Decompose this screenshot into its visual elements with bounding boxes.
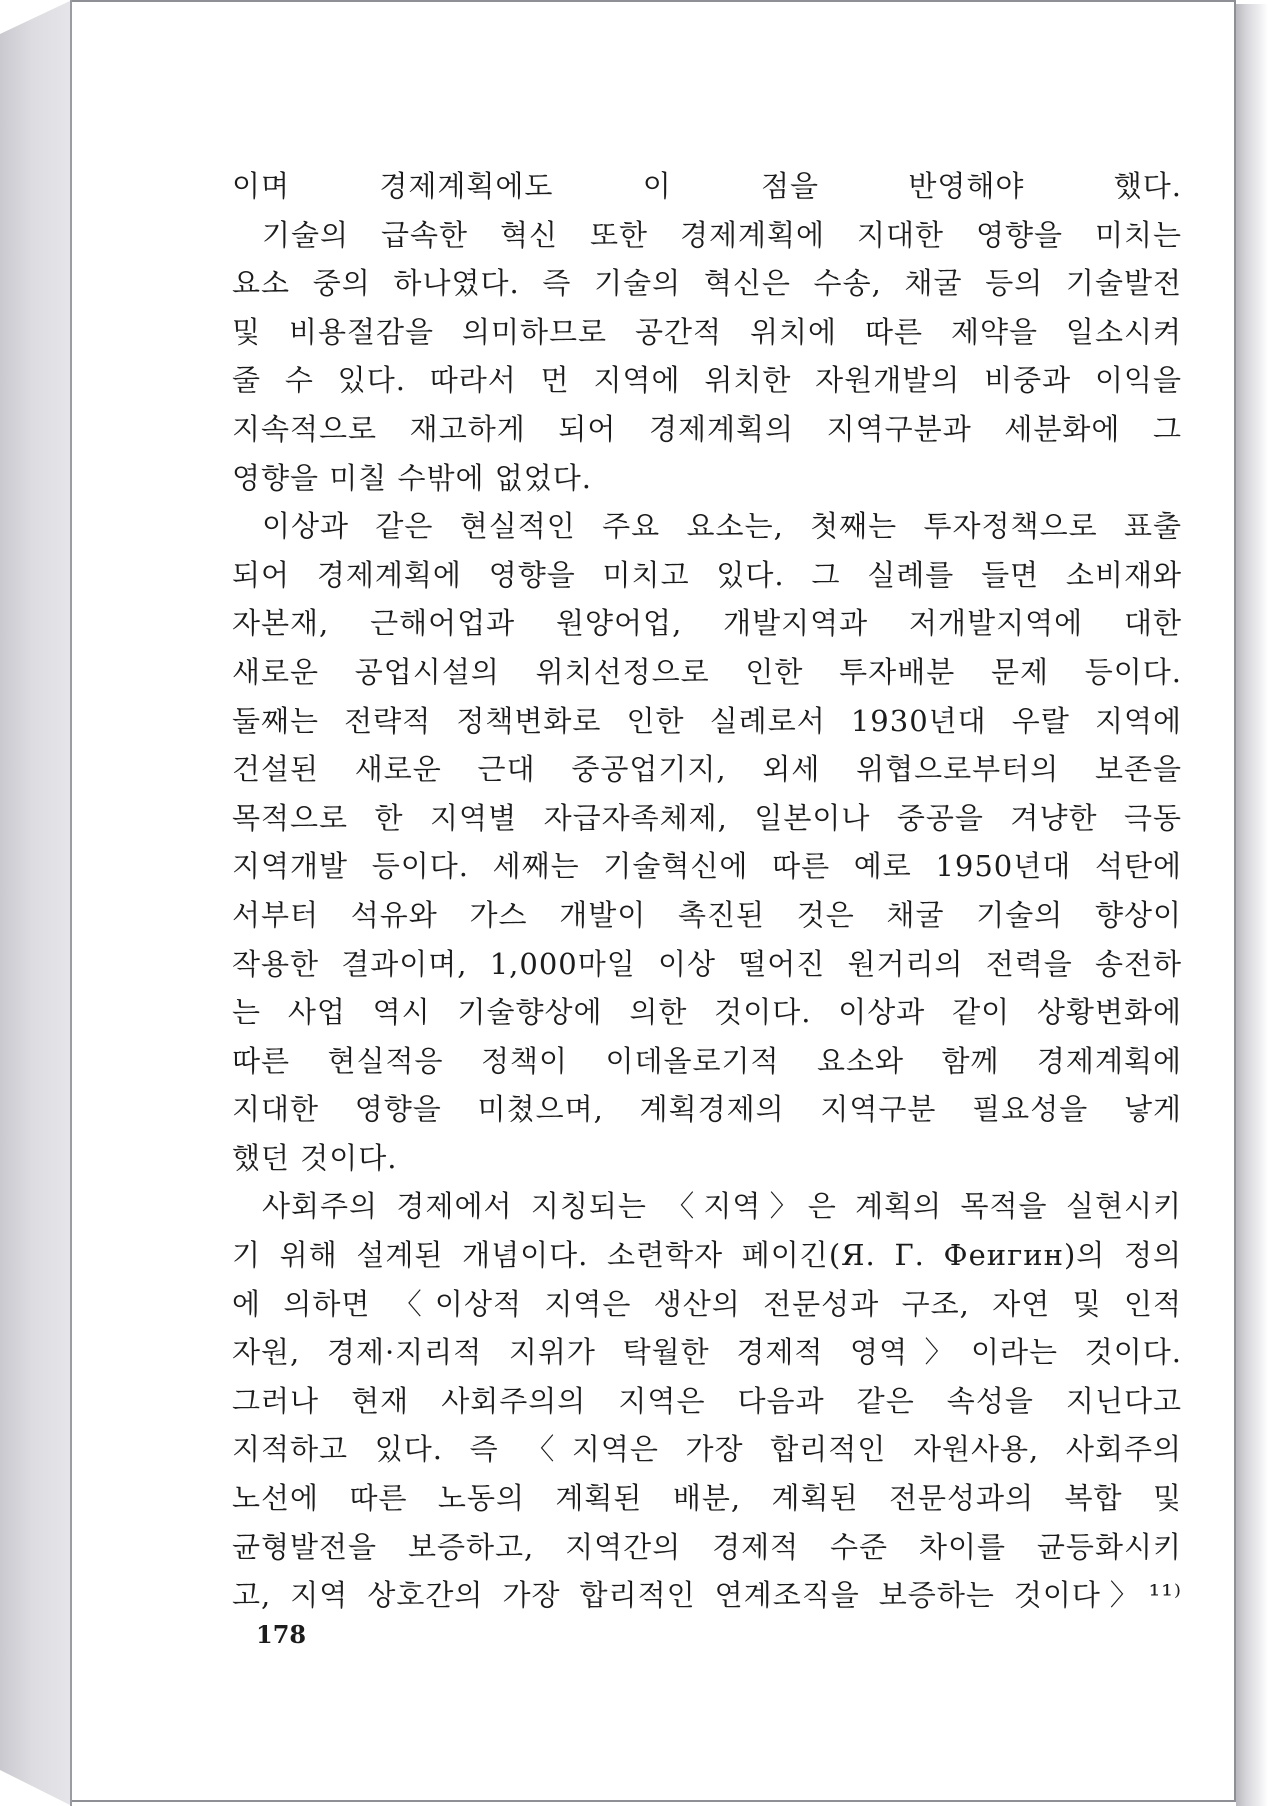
book-spine	[0, 0, 72, 1806]
text-line: 작용한 결과이며, 1,000마일 이상 떨어진 원거리의 전력을 송전하	[232, 946, 1182, 981]
text-line: 새로운 공업시설의 위치선정으로 인한 투자배분 문제 등이다.	[232, 654, 1182, 689]
text-line: 자원, 경제·지리적 지위가 탁월한 경제적 영역〉이라는 것이다.	[232, 1335, 1182, 1370]
text-line: 요소 중의 하나였다. 즉 기술의 혁신은 수송, 채굴 등의 기술발전	[232, 266, 1182, 301]
text-line: 줄 수 있다. 따라서 먼 지역에 위치한 자원개발의 비중과 이익을	[232, 363, 1182, 398]
text-line: 이상과 같은 현실적인 주요 요소는, 첫째는 투자정책으로 표출	[262, 509, 1182, 544]
text-line: 목적으로 한 지역별 자급자족체제, 일본이나 중공을 겨냥한 극동	[232, 800, 1182, 835]
text-line: 서부터 석유와 가스 개발이 촉진된 것은 채굴 기술의 향상이	[232, 897, 1182, 932]
text-line: 사회주의 경제에서 지칭되는 〈지역〉은 계획의 목적을 실현시키	[262, 1189, 1182, 1224]
text-line: 는 사업 역시 기술향상에 의한 것이다. 이상과 같이 상황변화에	[232, 995, 1182, 1030]
book-page	[72, 0, 1236, 1802]
text-line: 영향을 미칠 수밖에 없었다.	[232, 460, 593, 495]
text-line: 지대한 영향을 미쳤으며, 계획경제의 지역구분 필요성을 낳게	[232, 1092, 1182, 1127]
text-line: 건설된 새로운 근대 중공업기지, 외세 위협으로부터의 보존을	[232, 752, 1182, 787]
text-line: 에 의하면 〈이상적 지역은 생산의 전문성과 구조, 자연 및 인적	[232, 1286, 1182, 1321]
text-line: 노선에 따른 노동의 계획된 배분, 계획된 전문성과의 복합 및	[232, 1481, 1182, 1516]
text-line: 지속적으로 재고하게 되어 경제계획의 지역구분과 세분화에 그	[232, 411, 1182, 446]
text-line: 기 위해 설계된 개념이다. 소련학자 페이긴(Я. Г. Феигин)의 정의	[232, 1238, 1182, 1273]
text-line: 지역개발 등이다. 세째는 기술혁신에 따른 예로 1950년대 석탄에	[232, 849, 1182, 884]
text-line: 고, 지역 상호간의 가장 합리적인 연계조직을 보증하는 것이다〉¹¹⁾	[232, 1578, 1182, 1613]
text-line: 되어 경제계획에 영향을 미치고 있다. 그 실례를 들면 소비재와	[232, 557, 1182, 592]
text-line: 했던 것이다.	[232, 1140, 398, 1175]
text-line: 및 비용절감을 의미하므로 공간적 위치에 따른 제약을 일소시켜	[232, 314, 1182, 349]
text-line: 기술의 급속한 혁신 또한 경제계획에 지대한 영향을 미치는	[262, 217, 1182, 252]
text-line: 균형발전을 보증하고, 지역간의 경제적 수준 차이를 균등화시키	[232, 1529, 1182, 1564]
text-line: 자본재, 근해어업과 원양어업, 개발지역과 저개발지역에 대한	[232, 606, 1182, 641]
page-number: 178	[256, 1620, 307, 1649]
text-line: 지적하고 있다. 즉 〈지역은 가장 합리적인 자원사용, 사회주의	[232, 1432, 1182, 1467]
body-text	[232, 162, 1182, 1620]
text-line: 따른 현실적응 정책이 이데올로기적 요소와 함께 경제계획에	[232, 1043, 1182, 1078]
text-line: 둘째는 전략적 정책변화로 인한 실례로서 1930년대 우랄 지역에	[232, 703, 1182, 738]
text-line: 그러나 현재 사회주의의 지역은 다음과 같은 속성을 지닌다고	[232, 1383, 1182, 1418]
page-shadow	[1236, 4, 1268, 1806]
text-line: 이며 경제계획에도 이 점을 반영해야 했다.	[232, 169, 1182, 203]
